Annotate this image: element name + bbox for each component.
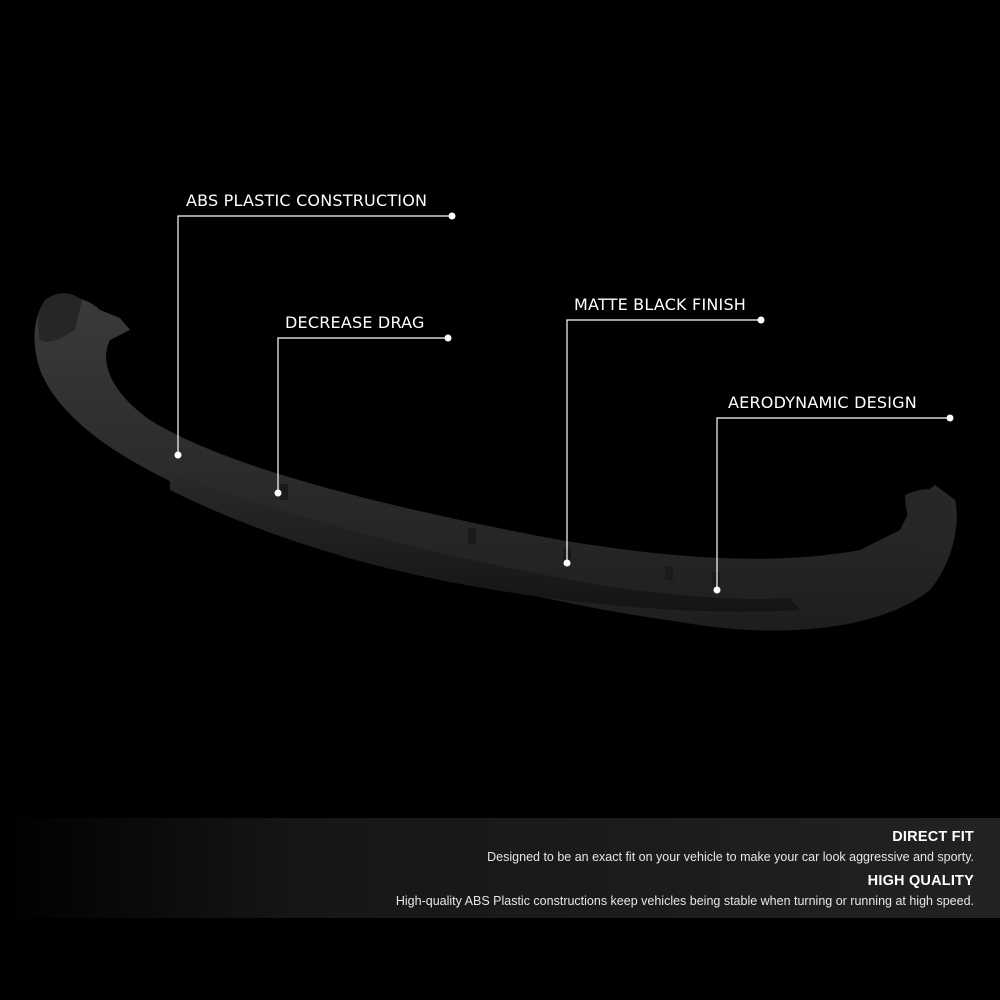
feature-title: HIGH QUALITY — [867, 873, 974, 889]
feature-text: High-quality ABS Plastic constructions keep vehicles being stable when turning or running at high speed. — [395, 893, 974, 908]
feature-text: Designed to be an exact fit on your vehicle to make your car look aggressive and sporty. — [487, 849, 974, 864]
lip-rib — [468, 528, 476, 544]
callout-drag-label: DECREASE DRAG — [285, 313, 425, 332]
callout-aero-label: AERODYNAMIC DESIGN — [728, 393, 917, 412]
feature-high-quality — [396, 874, 974, 907]
callout-matte-label: MATTE BLACK FINISH — [574, 295, 747, 314]
lip-rib — [712, 572, 720, 586]
callout-drag-line — [275, 335, 452, 497]
feature-title: DIRECT FIT — [892, 829, 974, 845]
callout-matte-line — [564, 317, 765, 567]
feature-info-panel — [0, 818, 1000, 918]
feature-direct-fit — [487, 830, 974, 863]
callout-abs-label: ABS PLASTIC CONSTRUCTION — [186, 191, 428, 210]
callout-abs-line — [175, 213, 456, 459]
lip-rib — [665, 566, 673, 580]
